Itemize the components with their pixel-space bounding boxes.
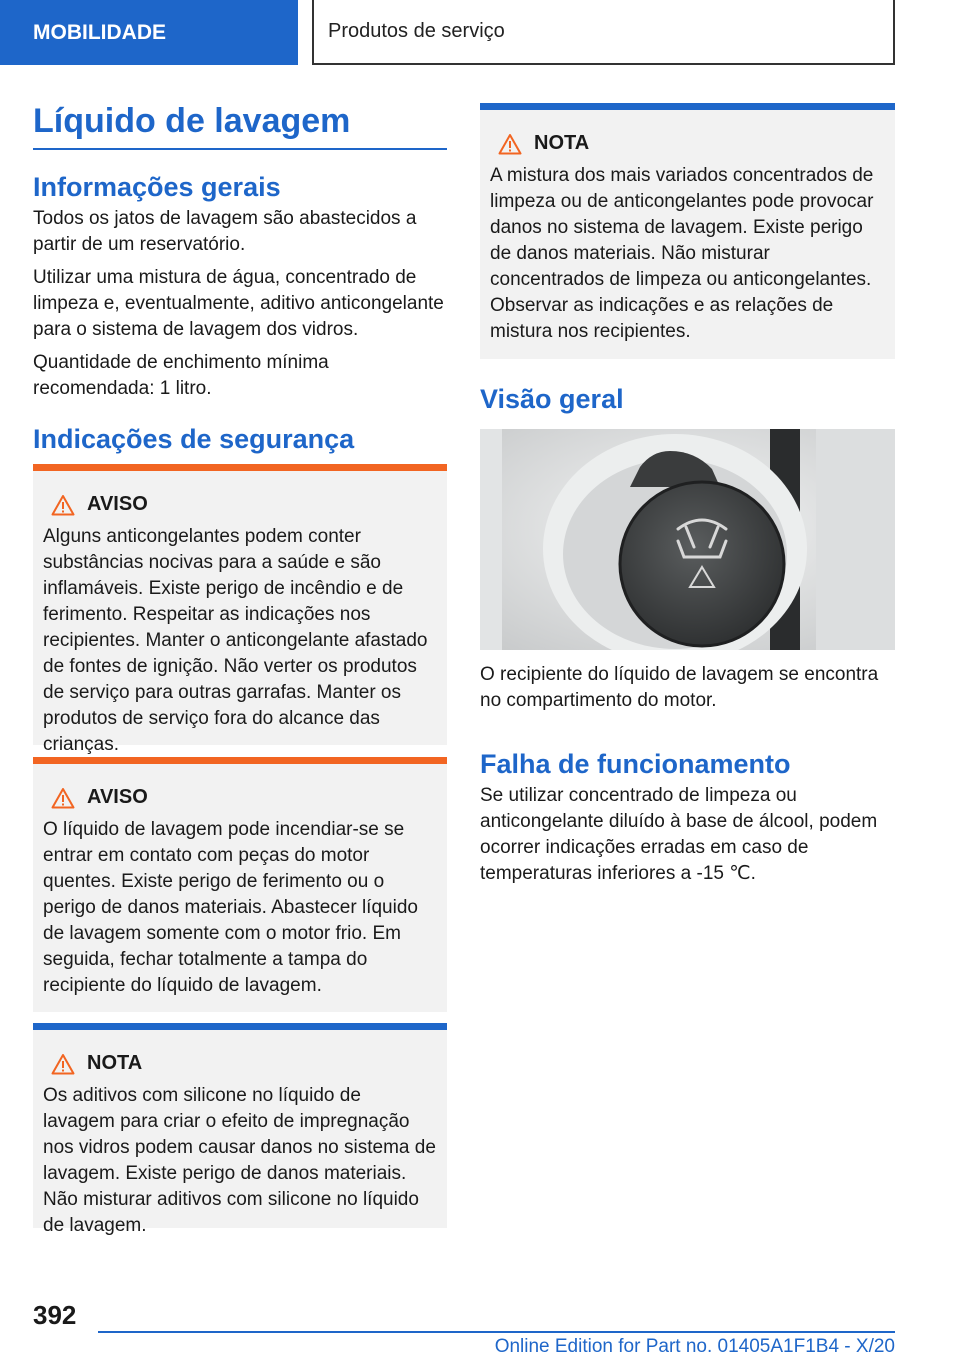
washer-reservoir-photo [480, 429, 895, 650]
warning-label: AVISO [87, 786, 148, 808]
overview-caption: O recipiente do líquido de lavagem se encontra no compartimento do motor. [480, 664, 879, 711]
warning-triangle-icon [51, 494, 75, 516]
page-title: Líquido de lavagem [33, 100, 447, 150]
overview-caption-block [480, 662, 895, 714]
warning-triangle-icon [498, 133, 522, 155]
note-label: NOTA [534, 132, 590, 154]
general-paragraph-1: Todos os jatos de lavagem são abastecidos a partir de um reservatório. [33, 208, 417, 255]
malfunction-section [480, 747, 895, 887]
warning-header [51, 786, 437, 809]
edition-note: Online Edition for Part no. 01405A1F1B4 - X/20 [494, 1336, 895, 1357]
malfunction-heading: Falha de funcionamento [480, 749, 791, 779]
chapter-tab [312, 0, 895, 65]
note-label: NOTA [87, 1052, 143, 1074]
note-box-left [33, 1023, 447, 1236]
general-heading: Informações gerais [33, 172, 281, 202]
warning-triangle-icon [51, 787, 75, 809]
note-text: Os aditivos com silicone no líquido de lavagem para criar o efeito de impregnação nos vidros podem causar danos no sistema de lavagem. Existe perigo de danos materiais. Não misturar aditivos com silicone no líquido de lavagem. [43, 1085, 436, 1236]
warning-header [51, 493, 437, 516]
warning-text: O líquido de lavagem pode incendiar-se se entrar em contato com peças do motor quentes. Existe perigo de ferimento ou o perigo de danos materiais. Abastecer líquido de lavagem somente com o motor frio. Em seguida, fechar totalmente a tampa do recipiente do líquido de lavagem. [43, 819, 418, 996]
note-box-right [480, 103, 895, 359]
warning-text: Alguns anticongelantes podem conter substâncias nocivas para a saúde e são inflamáveis. Existe perigo de incêndio e de ferimento. Respeitar as indicações nos recipientes. Manter o anticongelante afastado de fontes de ignição. Não verter os produtos de serviço para outras garrafas. Manter os produtos de serviço fora do alcance das crianças. [43, 526, 428, 755]
warning-triangle-icon [51, 1053, 75, 1075]
note-text: A mistura dos mais variados concentrados de limpeza ou de anticongelantes pode provocar danos no sistema de lavagem. Existe perigo de danos materiais. Não misturar concentrados de limpeza ou anticongelantes. Observar as indicações e as relações de mistura nos recipientes. [490, 165, 874, 342]
warning-label: AVISO [87, 493, 148, 515]
safety-section [33, 422, 447, 456]
chapter-label: Produtos de serviço [328, 20, 505, 42]
footer-rule [98, 1331, 895, 1333]
section-tab [0, 0, 298, 65]
general-section [33, 170, 447, 402]
malfunction-text: Se utilizar concentrado de limpeza ou anticongelante diluído à base de álcool, podem ocorrer indicações erradas em caso de temperaturas inferiores a -15 ℃. [480, 785, 878, 884]
general-paragraph-3: Quantidade de enchimento mínima recomendada: 1 litro. [33, 352, 329, 399]
section-label: MOBILIDADE [33, 20, 166, 44]
warning-box-2 [33, 757, 447, 1012]
warning-box-1 [33, 464, 447, 755]
washer-cap-illustration [480, 429, 895, 650]
general-paragraph-2: Utilizar uma mistura de água, concentrado de limpeza e, eventualmente, aditivo anticongelante para o sistema de lavagem dos vidros. [33, 267, 444, 340]
overview-heading: Visão geral [480, 384, 624, 414]
note-header [51, 1052, 437, 1075]
safety-heading: Indicações de segurança [33, 424, 355, 454]
note-header [498, 132, 885, 155]
overview-section [480, 382, 895, 416]
page-number: 392 [33, 1300, 77, 1330]
